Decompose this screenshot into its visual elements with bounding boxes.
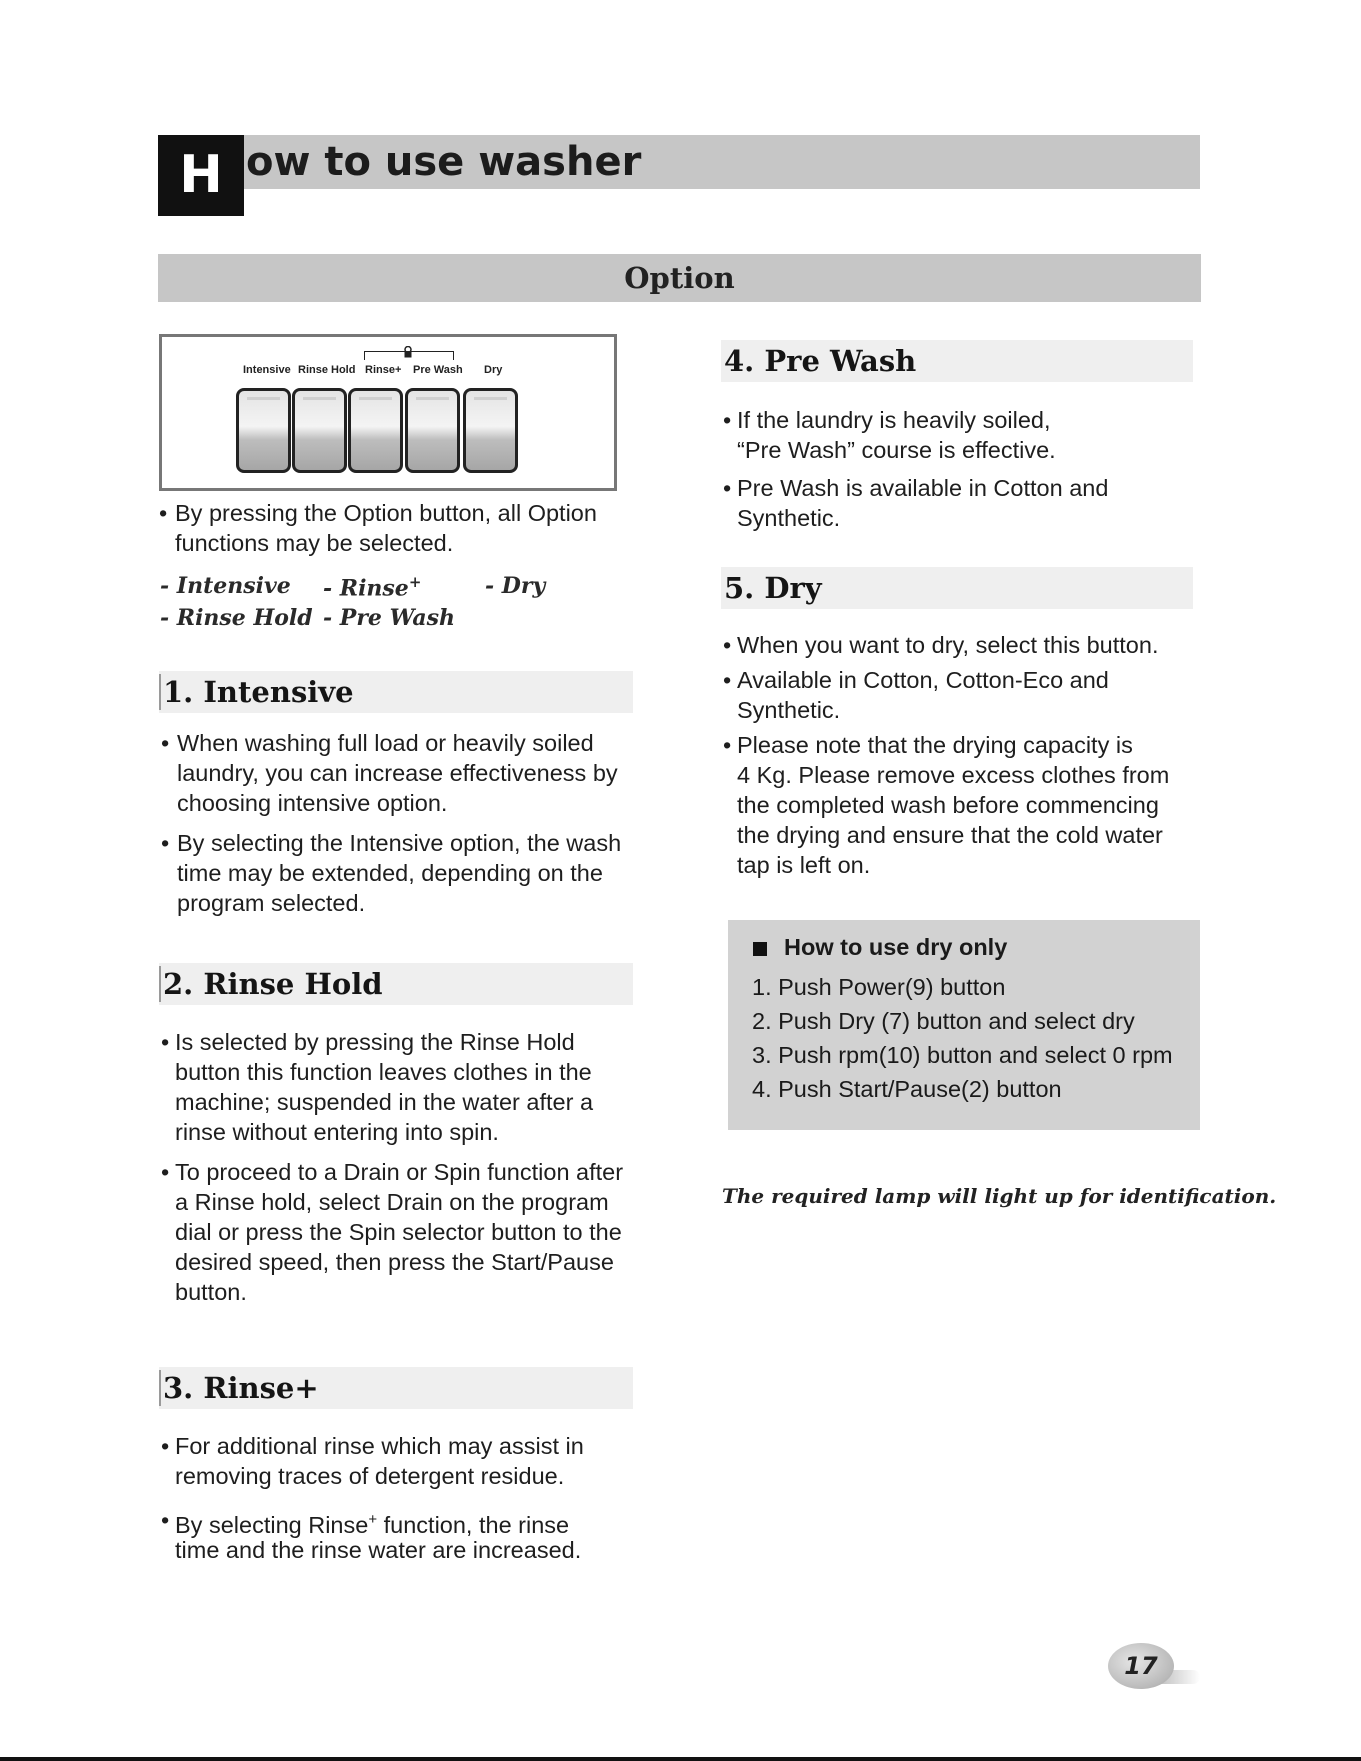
s4-b1-line2: “Pre Wash” course is effective. — [737, 437, 1056, 463]
bottom-rule — [0, 1757, 1361, 1761]
dry-only-step-2: 2. Push Dry (7) button and select dry — [752, 1008, 1135, 1034]
s3-b2-line1-b: function, the rinse — [377, 1511, 570, 1538]
bullet-icon: • — [161, 1507, 170, 1533]
lock-bracket — [364, 351, 454, 360]
option-list-rinse-plus-text: - Rinse — [323, 575, 409, 602]
s4-b1-line1: If the laundry is heavily soiled, — [737, 407, 1051, 433]
s1-b1-line3: choosing intensive option. — [177, 790, 448, 816]
panel-button-pre-wash — [405, 388, 460, 473]
heading-intensive: 1. Intensive — [163, 675, 354, 709]
option-list-dry: - Dry — [485, 573, 546, 599]
dry-only-step-1: 1. Push Power(9) button — [752, 974, 1006, 1000]
panel-button-intensive — [236, 388, 291, 473]
bullet-icon: • — [161, 730, 170, 756]
panel-label-rinse-hold: Rinse Hold — [298, 364, 356, 376]
intro-text: By pressing the Option button, all Option functions may be selected. — [175, 500, 597, 556]
s5-b3-line5: tap is left on. — [737, 852, 871, 878]
section-title-option: Option — [158, 254, 1201, 302]
bullet-icon: • — [159, 500, 168, 526]
s2-b2-line2: a Rinse hold, select Drain on the program — [175, 1189, 609, 1215]
panel-button-rinse-hold — [292, 388, 347, 473]
bullet-icon: • — [723, 667, 732, 693]
s5-b3-line1: Please note that the drying capacity is — [737, 732, 1133, 758]
s5-b3-line3: the completed wash before commencing — [737, 792, 1159, 818]
s2-b1-line3: machine; suspended in the water after a — [175, 1089, 594, 1115]
bullet-icon: • — [161, 1029, 170, 1055]
s2-b2-line4: desired speed, then press the Start/Pause — [175, 1249, 614, 1275]
s3-b2-line2: time and the rinse water are increased. — [175, 1537, 582, 1563]
option-list-rinse-plus — [323, 573, 421, 601]
s4-b2-line1: Pre Wash is available in Cotton and — [737, 475, 1109, 501]
intro-bullet — [159, 498, 629, 558]
panel-label-pre-wash: Pre Wash — [413, 364, 463, 376]
page-title: ow to use washer — [246, 139, 642, 185]
option-list-rinse-hold: - Rinse Hold — [160, 605, 313, 631]
s2-b2-line5: button. — [175, 1279, 247, 1305]
s2-b2-line3: dial or press the Spin selector button to the — [175, 1219, 622, 1245]
heading-rinse-plus: 3. Rinse+ — [163, 1371, 319, 1405]
s5-b2-line2: Synthetic. — [737, 697, 841, 723]
bullet-icon: • — [723, 732, 732, 758]
heading-pre-wash: 4. Pre Wash — [724, 344, 917, 378]
identification-note: The required lamp will light up for identification. — [722, 1184, 1277, 1208]
s2-b2-line1: To proceed to a Drain or Spin function after — [175, 1159, 624, 1185]
s2-b1-line2: button this function leaves clothes in the — [175, 1059, 592, 1085]
heading-rinse-hold: 2. Rinse Hold — [163, 967, 383, 1001]
panel-button-dry — [463, 388, 518, 473]
option-list-intensive: - Intensive — [160, 573, 291, 599]
plus-superscript: + — [408, 573, 422, 591]
heading-marker — [159, 966, 161, 1002]
heading-marker — [159, 674, 161, 710]
s1-b1-line1: When washing full load or heavily soiled — [177, 730, 594, 756]
s1-b2-line2: time may be extended, depending on the — [177, 860, 603, 886]
s5-b3-line4: the drying and ensure that the cold water — [737, 822, 1163, 848]
bullet-icon: • — [161, 1159, 170, 1185]
heading-dry: 5. Dry — [724, 571, 822, 605]
s3-b1-line2: removing traces of detergent residue. — [175, 1463, 565, 1489]
bullet-icon: • — [723, 632, 732, 658]
plus-superscript: + — [368, 1511, 378, 1528]
s1-b1-line2: laundry, you can increase effectiveness by — [177, 760, 618, 786]
panel-label-dry: Dry — [484, 364, 503, 376]
option-list-pre-wash: - Pre Wash — [323, 605, 456, 631]
s5-b3-line2: 4 Kg. Please remove excess clothes from — [737, 762, 1170, 788]
panel-label-intensive: Intensive — [243, 364, 291, 376]
bullet-icon: • — [723, 407, 732, 433]
s4-b2-line2: Synthetic. — [737, 505, 841, 531]
panel-label-rinse-plus: Rinse+ — [365, 364, 402, 376]
title-initial-letter: H — [158, 135, 244, 216]
s3-b1-line1: For additional rinse which may assist in — [175, 1433, 584, 1459]
bullet-icon: • — [161, 1433, 170, 1459]
square-bullet-icon — [753, 942, 767, 956]
s5-b2-line1: Available in Cotton, Cotton-Eco and — [737, 667, 1109, 693]
bullet-icon: • — [161, 830, 170, 856]
s1-b2-line3: program selected. — [177, 890, 366, 916]
s5-b1: When you want to dry, select this button. — [737, 632, 1159, 658]
s3-b2-line1-a: By selecting Rinse — [175, 1511, 369, 1538]
s1-b2-line1: By selecting the Intensive option, the wash — [177, 830, 622, 856]
s2-b1-line1: Is selected by pressing the Rinse Hold — [175, 1029, 575, 1055]
bullet-icon: • — [723, 475, 732, 501]
dry-only-step-4: 4. Push Start/Pause(2) button — [752, 1076, 1062, 1102]
dry-only-title: How to use dry only — [784, 934, 1008, 960]
s2-b1-line4: rinse without entering into spin. — [175, 1119, 499, 1145]
page-number: 17 — [1124, 1652, 1158, 1680]
dry-only-step-3: 3. Push rpm(10) button and select 0 rpm — [752, 1042, 1173, 1068]
panel-button-rinse-plus — [348, 388, 403, 473]
heading-marker — [159, 1370, 161, 1406]
